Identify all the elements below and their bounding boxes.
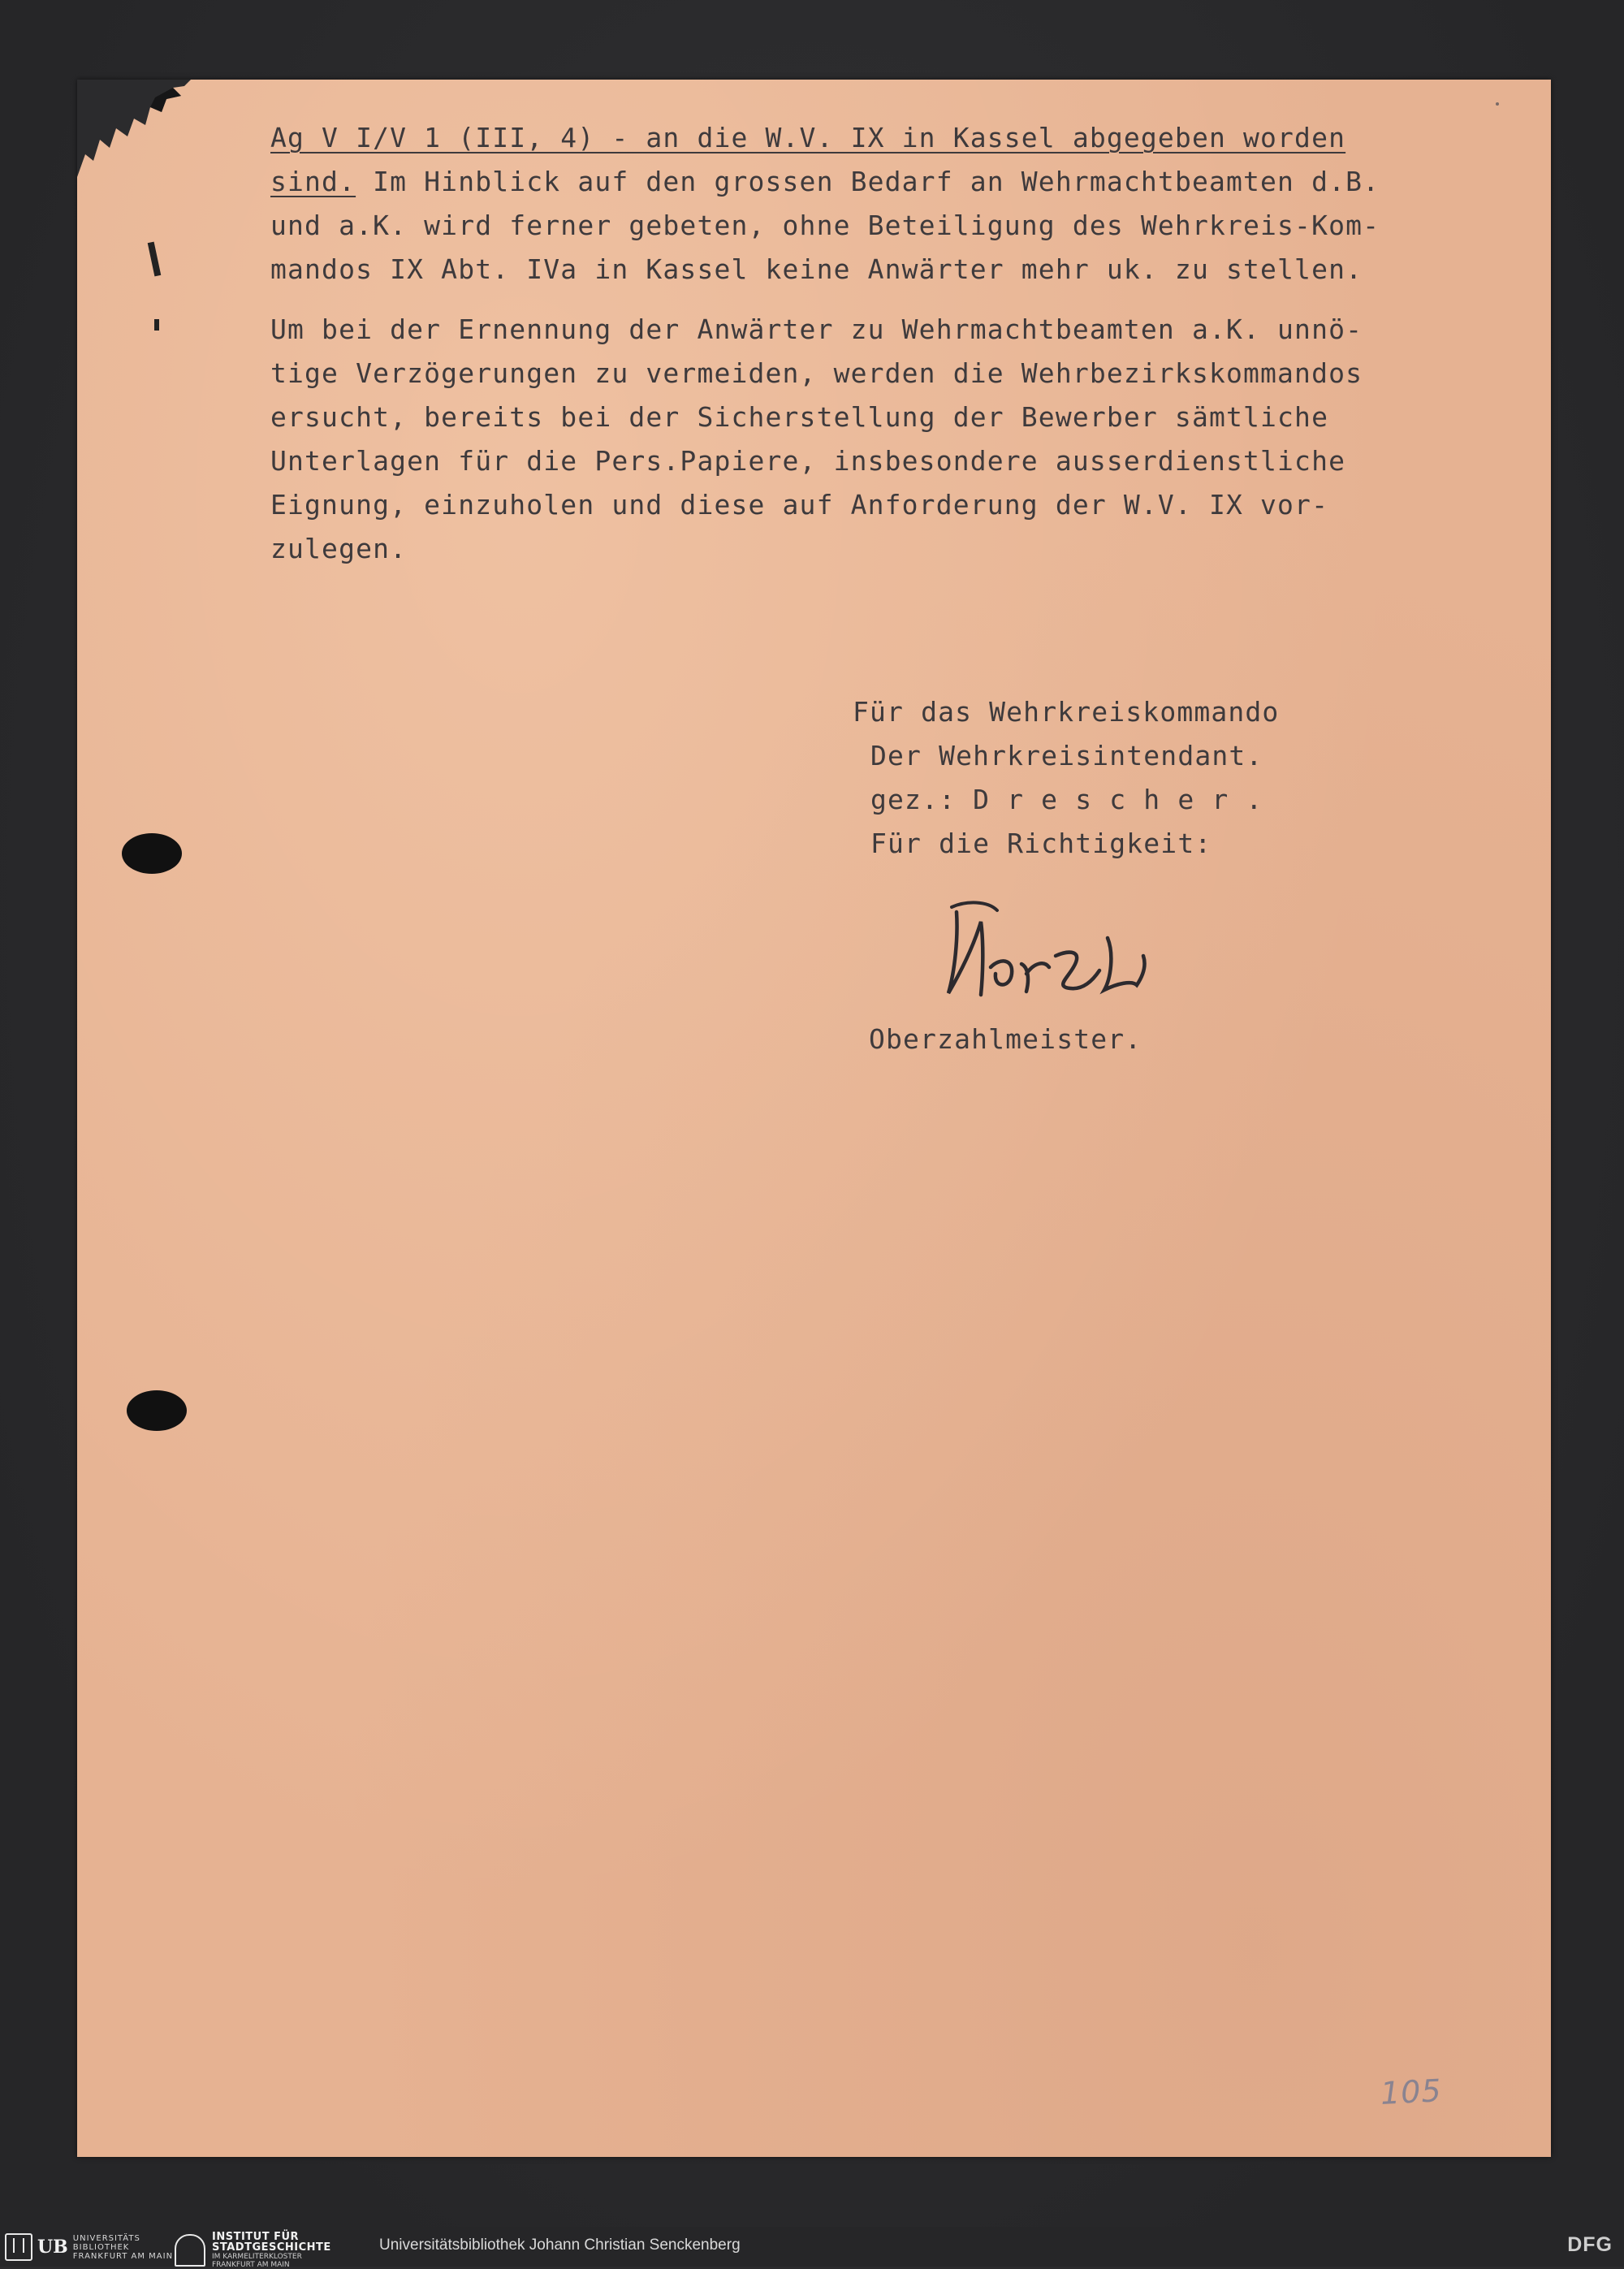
- ub-subtitle-line: FRANKFURT AM MAIN: [72, 2251, 174, 2261]
- ub-subtitle-line: UNIVERSITÄTS: [72, 2233, 140, 2243]
- text-segment: Im Hinblick auf den grossen Bedarf an Wehrmachtbeamten d.B.: [356, 166, 1380, 197]
- dfg-logo[interactable]: DFG: [1567, 2233, 1613, 2256]
- underlined-word: sind.: [270, 166, 356, 197]
- punch-hole-lower: [127, 1390, 187, 1431]
- margin-mark: [154, 319, 159, 331]
- closing-line: Der Wehrkreisintendant.: [870, 740, 1263, 771]
- closing-line: Für das Wehrkreiskommando: [853, 696, 1280, 728]
- text-line: [270, 489, 1380, 533]
- text-segment: und a.K. wird ferner gebeten, ohne Beteiligung des Wehrkreis-Kom-: [270, 210, 1380, 241]
- signatory-title: Oberzahlmeister.: [869, 1023, 1142, 1055]
- text-line: [270, 445, 1380, 489]
- text-line: [270, 357, 1380, 401]
- ub-subtitle: [73, 2234, 173, 2261]
- isg-subtitle-line: IM KARMELITERKLOSTER: [212, 2253, 302, 2261]
- paper-speck: [1496, 102, 1499, 106]
- text-segment: zulegen.: [270, 533, 408, 564]
- underlined-reference: Ag V I/V 1 (III, 4) - an die W.V. IX in Kassel abgegeben worden: [270, 122, 1346, 153]
- text-segment: Eignung, einzuholen und diese auf Anforderung der W.V. IX vor-: [270, 489, 1329, 521]
- text-segment: mandos IX Abt. IVa in Kassel keine Anwärter mehr uk. zu stellen.: [270, 253, 1363, 285]
- text-line: [270, 533, 1380, 577]
- isg-subtitle-line: FRANKFURT AM MAIN: [212, 2261, 290, 2269]
- text-line: [270, 401, 1380, 445]
- punch-hole-upper: [122, 833, 182, 874]
- isg-emblem-icon: [175, 2234, 205, 2267]
- isg-title-line: INSTITUT FÜR: [212, 2231, 300, 2243]
- text-line: [270, 122, 1380, 166]
- isg-text: [212, 2232, 331, 2269]
- text-line: [270, 210, 1380, 253]
- ub-emblem-icon: [5, 2233, 32, 2261]
- text-segment: ersucht, bereits bei der Sicherstellung der Bewerber sämtliche: [270, 401, 1329, 433]
- isg-logo[interactable]: [175, 2232, 331, 2269]
- text-line: [270, 166, 1380, 210]
- closing-line: Für die Richtigkeit:: [870, 828, 1212, 859]
- text-segment: Um bei der Ernennung der Anwärter zu Wehrmachtbeamten a.K. unnö-: [270, 313, 1363, 345]
- handwritten-signature: [934, 889, 1186, 1019]
- closing-line: gez.: D r e s c h e r .: [870, 784, 1263, 815]
- footer-bar: [0, 2227, 1624, 2267]
- text-segment: tige Verzögerungen zu vermeiden, werden die Wehrbezirkskommandos: [270, 357, 1363, 389]
- library-name: Universitätsbibliothek Johann Christian Senckenberg: [379, 2237, 741, 2254]
- page-number: 105: [1379, 2072, 1443, 2111]
- letter-body: [270, 122, 1380, 577]
- closing-block: [853, 696, 1279, 871]
- ub-logo-text: UB: [37, 2237, 68, 2258]
- ub-subtitle-line: BIBLIOTHEK: [72, 2242, 130, 2252]
- text-line: [270, 313, 1380, 357]
- text-segment: Unterlagen für die Pers.Papiere, insbesondere ausserdienstliche: [270, 445, 1346, 477]
- isg-title-line: STADTGESCHICHTE: [212, 2241, 331, 2254]
- ub-logo[interactable]: [5, 2233, 173, 2261]
- text-line: [270, 253, 1380, 297]
